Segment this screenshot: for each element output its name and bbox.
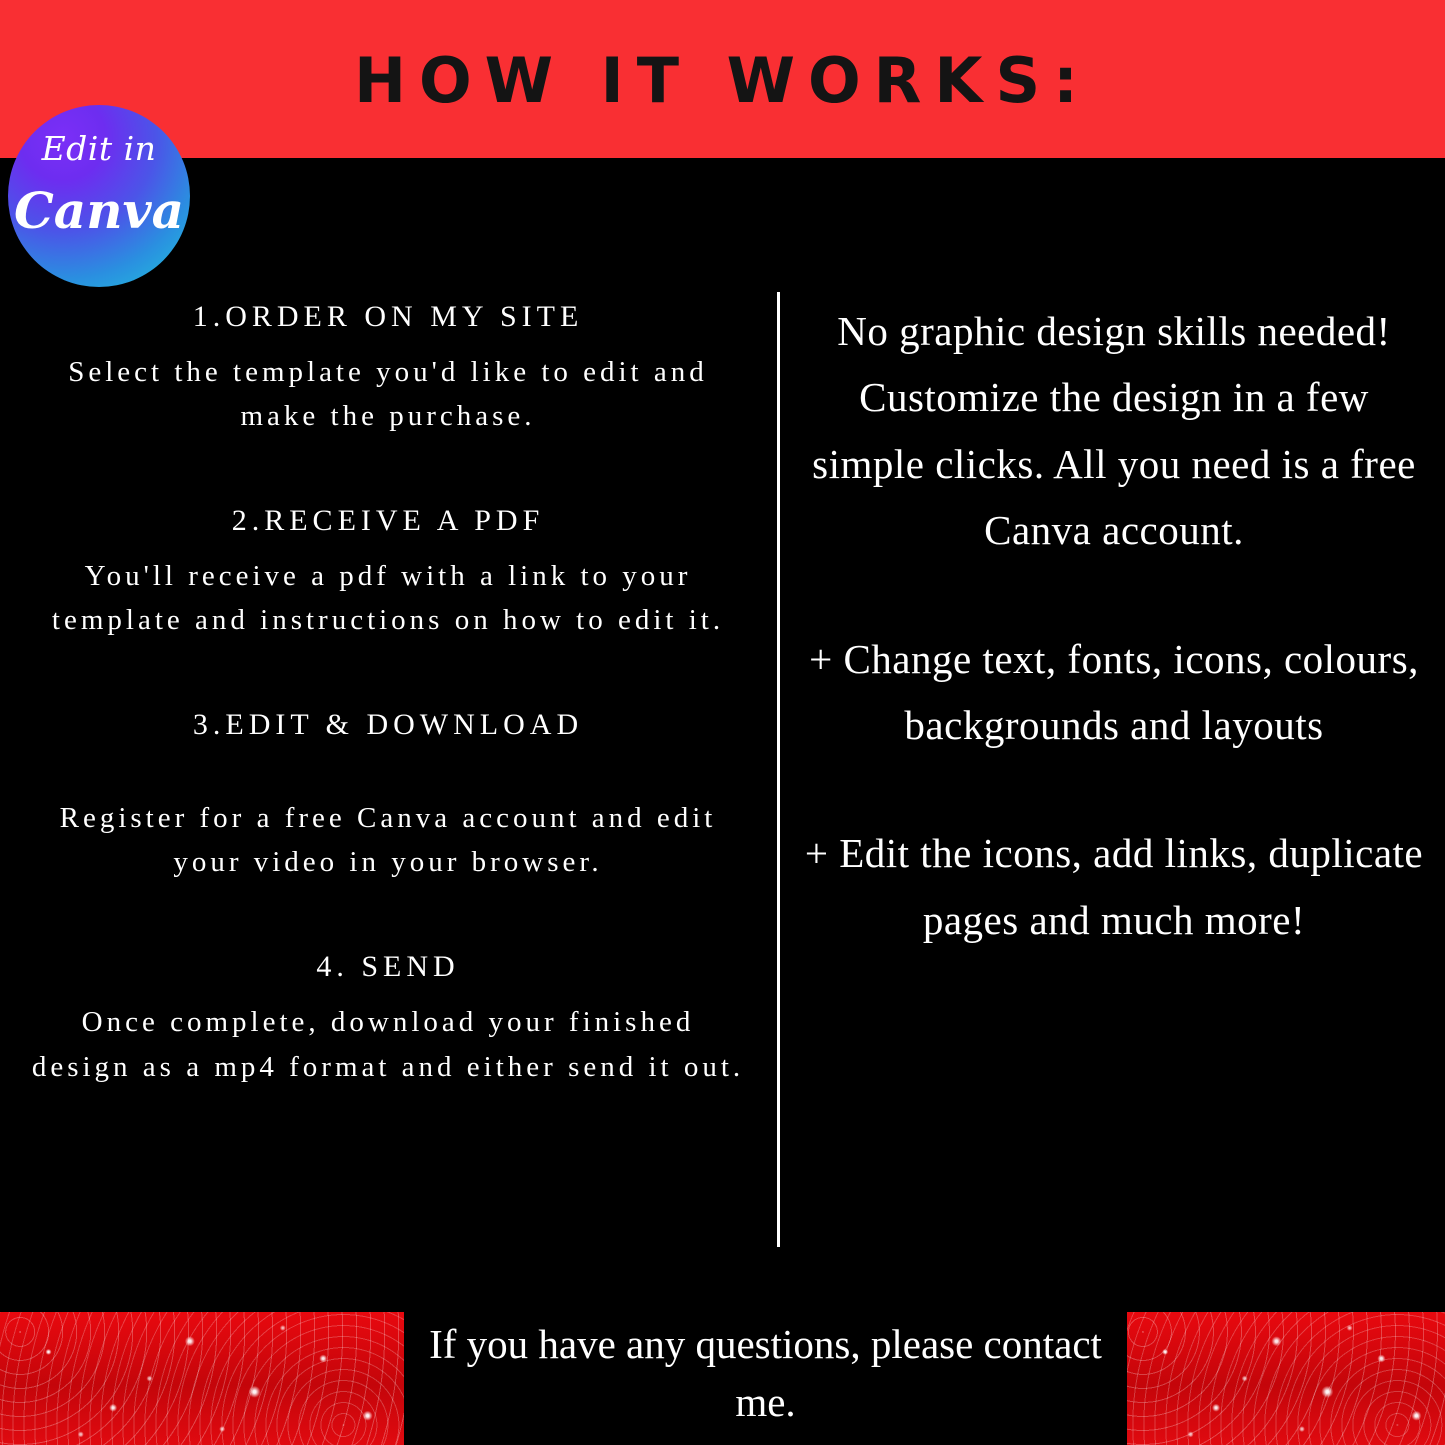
glitter-decoration-right xyxy=(1127,1312,1445,1445)
step-body: Select the template you'd like to edit and make the purchase. xyxy=(68,356,708,433)
contact-note: If you have any questions, please contact me. xyxy=(429,1321,1102,1425)
step-body: You'll receive a pdf with a link to your template and instructions on how to edit it. xyxy=(51,560,725,637)
badge-line-2: Canva xyxy=(14,181,184,240)
step-title: 1.ORDER ON MY SITE xyxy=(192,300,584,333)
step-title: 2.RECEIVE A PDF xyxy=(231,504,545,538)
edit-in-canva-badge[interactable] xyxy=(8,105,190,287)
step-item xyxy=(28,950,748,1088)
step-title: 3.EDIT & DOWNLOAD xyxy=(192,708,584,742)
benefits-intro: No graphic design skills needed! Customize the design in a few simple clicks. All you need is a free Canva account. xyxy=(812,308,1416,554)
spacer xyxy=(28,466,748,504)
spacer xyxy=(28,912,748,950)
spacer xyxy=(28,758,748,796)
benefits-extras: + Edit the icons, add links, duplicate pages and much more! xyxy=(804,830,1424,943)
spacer xyxy=(28,670,748,708)
step-body: Register for a free Canva account and edit your video in your browser. xyxy=(59,802,717,879)
step-item xyxy=(28,504,748,642)
steps-column xyxy=(28,300,748,1117)
glitter-decoration-left xyxy=(0,1312,404,1445)
step-item xyxy=(28,300,748,438)
step-title: 4. SEND xyxy=(316,950,460,984)
benefits-features: + Change text, fonts, icons, colours, backgrounds and layouts xyxy=(809,635,1419,749)
step-body: Once complete, download your finished design as a mp4 format and either send it out. xyxy=(31,1006,745,1083)
column-divider xyxy=(777,292,780,1247)
page-title: HOW IT WORKS: xyxy=(354,44,1091,117)
badge-line-1: Edit in xyxy=(41,129,157,168)
step-item xyxy=(28,708,748,884)
benefits-column xyxy=(800,298,1428,953)
